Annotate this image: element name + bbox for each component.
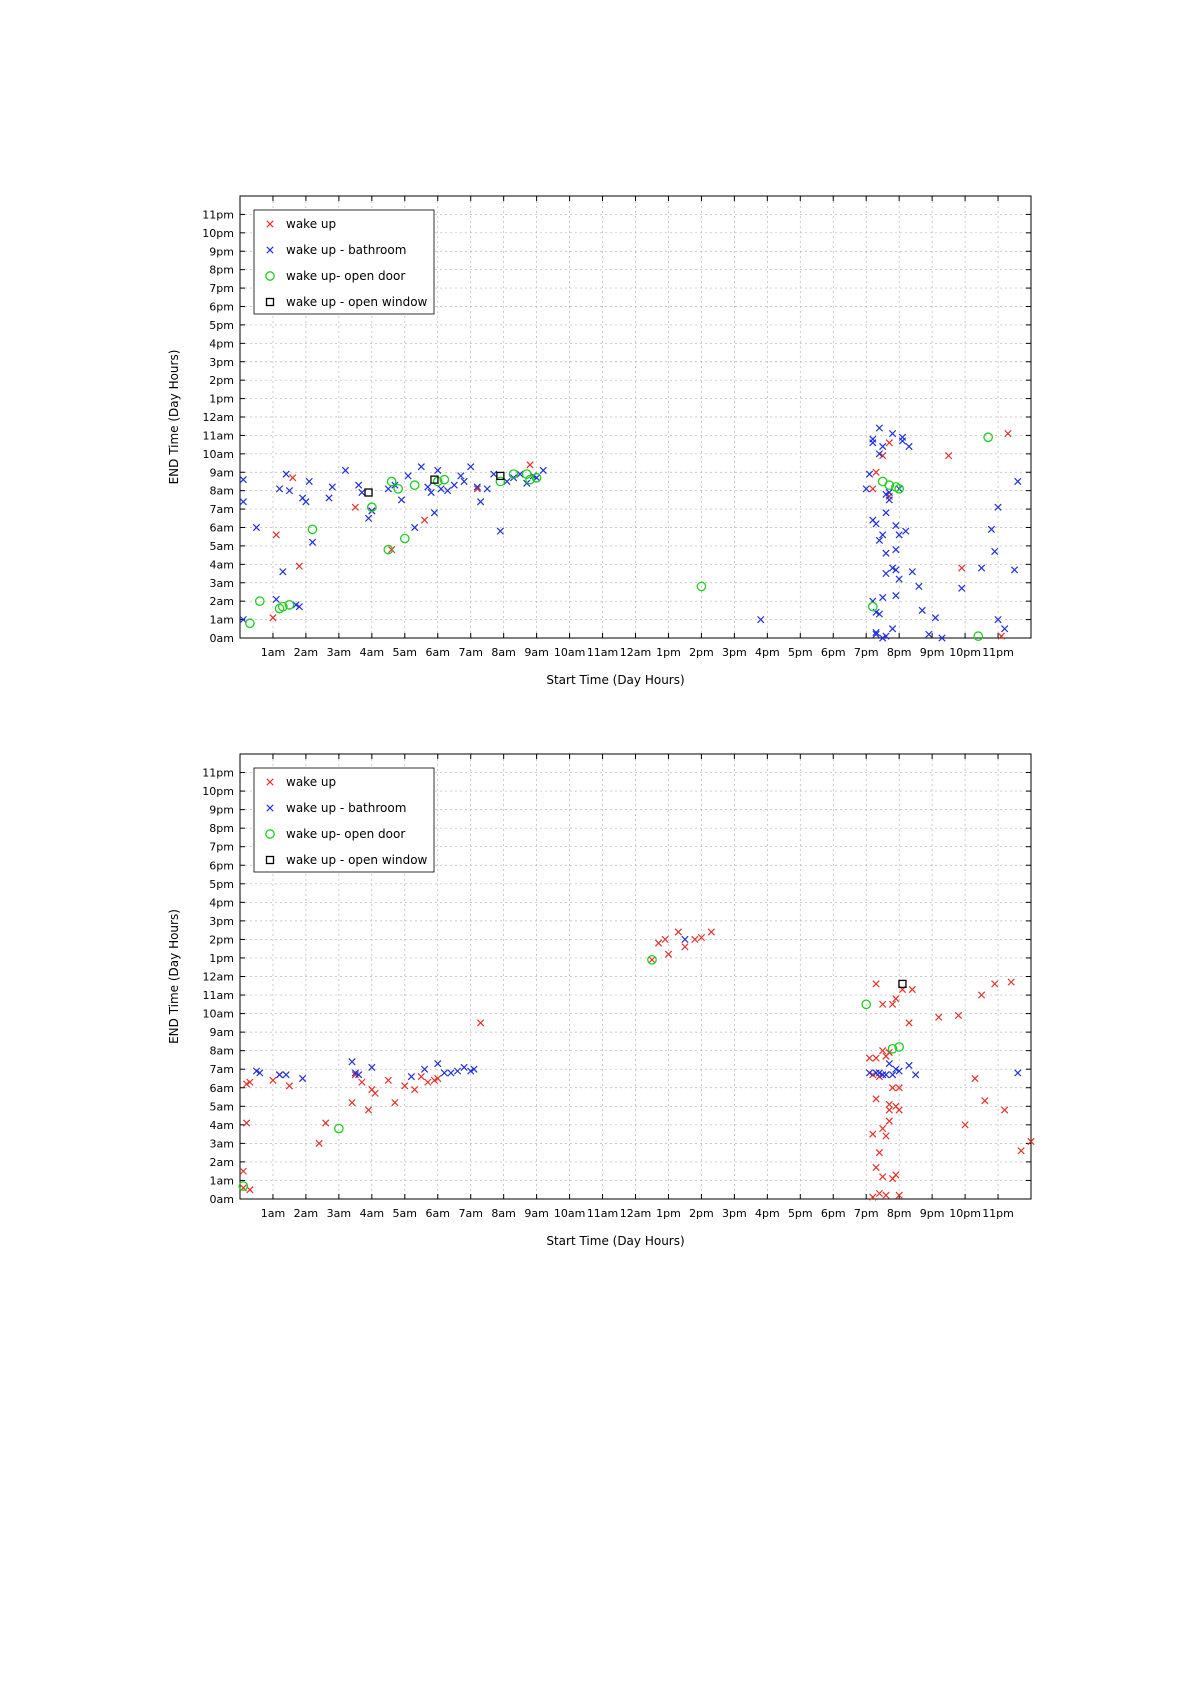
data-point (903, 528, 909, 534)
data-point (1018, 1148, 1024, 1154)
data-point (385, 486, 391, 492)
data-point (889, 430, 895, 436)
x-tick-label: 9pm (919, 1207, 945, 1220)
data-point (899, 438, 905, 444)
data-point (649, 957, 655, 963)
data-point (468, 464, 474, 470)
data-point (916, 583, 922, 589)
data-point (458, 473, 464, 479)
data-point (270, 1077, 276, 1083)
data-point (955, 1012, 961, 1018)
data-point (866, 471, 872, 477)
y-tick-label: 11pm (202, 208, 234, 222)
data-point (402, 1083, 408, 1089)
y-tick-label: 5pm (209, 877, 234, 891)
data-point (418, 464, 424, 470)
data-point (889, 1001, 895, 1007)
data-point (398, 497, 404, 503)
y-tick-label: 8am (209, 1044, 234, 1058)
x-tick-label: 5pm (787, 646, 813, 659)
data-point (240, 1168, 246, 1174)
data-point (886, 1060, 892, 1066)
data-point (342, 467, 348, 473)
data-point (411, 1086, 417, 1092)
y-tick-label: 4am (209, 558, 234, 572)
y-tick-label: 3am (209, 576, 234, 590)
x-tick-label: 4pm (754, 646, 780, 659)
x-tick-label: 8am (491, 646, 516, 659)
y-tick-label: 0am (209, 632, 234, 645)
data-point (326, 495, 332, 501)
y-tick-label: 9am (209, 466, 234, 480)
data-point (893, 1172, 899, 1178)
y-tick-label: 7am (209, 503, 234, 517)
x-axis-title: Start Time (Day Hours) (546, 673, 685, 687)
x-tick-label: 2pm (689, 646, 714, 659)
y-tick-label: 9pm (209, 803, 234, 817)
data-point (290, 475, 296, 481)
y-tick-label: 10pm (202, 226, 234, 240)
data-point (286, 1083, 292, 1089)
data-point (982, 1098, 988, 1104)
y-tick-label: 7pm (209, 840, 234, 854)
data-point (421, 517, 427, 523)
data-point (959, 585, 965, 591)
data-point (870, 436, 876, 442)
data-point (410, 481, 418, 489)
data-point (906, 1062, 912, 1068)
data-point (246, 619, 254, 627)
data-point (682, 944, 688, 950)
data-point (883, 1133, 889, 1139)
x-tick-label: 2pm (689, 1207, 714, 1220)
data-point (873, 1055, 879, 1061)
data-point (1011, 567, 1017, 573)
legend-label-3: wake up- open door (286, 269, 406, 283)
data-point (296, 563, 302, 569)
data-point (477, 499, 483, 505)
y-tick-label: 4pm (209, 337, 234, 351)
data-point (276, 1072, 282, 1078)
x-tick-label: 3am (326, 646, 352, 659)
data-point (682, 936, 688, 942)
data-point (883, 1072, 889, 1078)
y-tick-label: 1pm (209, 392, 234, 406)
data-point (1001, 626, 1007, 632)
data-point (883, 550, 889, 556)
x-tick-label: 2am (293, 1207, 319, 1220)
data-point (995, 504, 1001, 510)
data-point (906, 443, 912, 449)
data-point (425, 484, 431, 490)
data-point (497, 528, 503, 534)
data-point (886, 440, 892, 446)
data-point (408, 1073, 414, 1079)
y-tick-label: 10am (202, 447, 234, 461)
data-point (418, 1073, 424, 1079)
y-tick-label: 3am (209, 1137, 234, 1151)
x-tick-label: 6am (425, 646, 450, 659)
data-point (879, 532, 885, 538)
data-point (879, 1125, 885, 1131)
data-point (1001, 1107, 1007, 1113)
x-tick-label: 6pm (820, 646, 846, 659)
data-point (883, 570, 889, 576)
legend-label-1: wake up (286, 217, 337, 231)
data-point (886, 1107, 892, 1113)
x-tick-label: 4am (359, 646, 385, 659)
data-point (675, 929, 681, 935)
x-tick-label: 5am (392, 1207, 418, 1220)
data-point (451, 482, 457, 488)
y-tick-label: 11pm (202, 766, 234, 780)
data-point (945, 452, 951, 458)
data-point (306, 478, 312, 484)
data-point (906, 1020, 912, 1026)
x-tick-label: 10am (553, 1207, 586, 1220)
data-point (959, 565, 965, 571)
y-tick-label: 7am (209, 1063, 234, 1077)
data-point (932, 615, 938, 621)
y-tick-label: 6am (209, 1081, 234, 1095)
data-point (299, 1075, 305, 1081)
x-tick-label: 11pm (982, 1207, 1014, 1220)
data-point (359, 1079, 365, 1085)
legend-label-3: wake up- open door (286, 827, 406, 841)
data-point (886, 1118, 892, 1124)
y-tick-label: 10pm (202, 785, 234, 799)
data-point (879, 594, 885, 600)
y-tick-label: 12am (202, 411, 234, 424)
data-point (394, 485, 402, 493)
legend-label-4: wake up - open window (286, 295, 428, 309)
data-point (879, 1174, 885, 1180)
x-tick-label: 10pm (949, 1207, 981, 1220)
y-tick-label: 3pm (209, 355, 234, 369)
x-tick-label: 8pm (886, 1207, 912, 1220)
y-tick-label: 8pm (209, 263, 234, 277)
y-tick-label: 1pm (209, 951, 234, 965)
data-point (876, 1190, 882, 1196)
y-tick-label: 2am (209, 595, 234, 609)
data-point (893, 592, 899, 598)
data-point (870, 486, 876, 492)
x-tick-label: 7am (458, 1207, 483, 1220)
data-point (883, 1192, 889, 1198)
data-point (349, 1099, 355, 1105)
data-point (461, 1064, 467, 1070)
data-point (270, 615, 276, 621)
data-point (988, 526, 994, 532)
data-point (355, 482, 361, 488)
x-tick-label: 7pm (853, 646, 879, 659)
y-tick-label: 4am (209, 1118, 234, 1132)
data-point (692, 936, 698, 942)
data-point (273, 596, 279, 602)
data-point (912, 1072, 918, 1078)
y-tick-label: 1am (209, 613, 234, 627)
data-point (1015, 1070, 1021, 1076)
data-point (873, 1096, 879, 1102)
y-tick-label: 5am (209, 539, 234, 553)
x-tick-label: 8pm (886, 646, 912, 659)
x-tick-label: 5am (392, 646, 418, 659)
x-tick-label: 4am (359, 1207, 385, 1220)
data-point (372, 1090, 378, 1096)
x-tick-label: 10pm (949, 646, 981, 659)
data-point (873, 1164, 879, 1170)
data-point (992, 548, 998, 554)
data-point (873, 469, 879, 475)
data-point (876, 537, 882, 543)
x-tick-label: 1am (260, 1207, 286, 1220)
y-tick-label: 6pm (209, 859, 234, 873)
x-tick-label: 2am (293, 646, 319, 659)
legend-label-2: wake up - bathroom (286, 801, 407, 815)
data-point (283, 471, 289, 477)
data-point (886, 497, 892, 503)
y-axis-title: END Time (Day Hours) (167, 349, 181, 485)
y-tick-label: 5am (209, 1100, 234, 1114)
data-point (352, 504, 358, 510)
x-tick-label: 8am (491, 1207, 516, 1220)
y-tick-label: 6am (209, 521, 234, 535)
data-point (893, 522, 899, 528)
y-tick-label: 2pm (209, 933, 234, 947)
data-point (1005, 430, 1011, 436)
data-point (240, 476, 246, 482)
data-point (461, 478, 467, 484)
x-tick-label: 10am (553, 646, 586, 659)
chart-1 (167, 196, 1031, 687)
data-point (870, 1131, 876, 1137)
data-point (936, 1014, 942, 1020)
y-tick-label: 4pm (209, 896, 234, 910)
data-point (484, 486, 490, 492)
data-point (365, 515, 371, 521)
data-point (873, 981, 879, 987)
legend-label-1: wake up (286, 775, 337, 789)
data-point (385, 1077, 391, 1083)
data-point (919, 607, 925, 613)
y-tick-label: 1am (209, 1174, 234, 1188)
data-point (879, 1001, 885, 1007)
y-tick-label: 8pm (209, 822, 234, 836)
data-point (665, 951, 671, 957)
data-point (758, 616, 764, 622)
x-tick-label: 3pm (722, 646, 747, 659)
data-point (240, 499, 246, 505)
data-point (303, 499, 309, 505)
legend (254, 210, 434, 314)
data-point (431, 510, 437, 516)
data-point (454, 1068, 460, 1074)
data-point (879, 443, 885, 449)
y-tick-label: 0am (209, 1193, 234, 1206)
data-point (883, 510, 889, 516)
data-point (392, 1099, 398, 1105)
y-axis-title: END Time (Day Hours) (167, 909, 181, 1044)
data-point (477, 1020, 483, 1026)
data-point (972, 1075, 978, 1081)
y-tick-label: 11am (202, 989, 234, 1003)
data-point (243, 1120, 249, 1126)
data-point (896, 1107, 902, 1113)
y-tick-label: 2pm (209, 374, 234, 388)
y-tick-label: 10am (202, 1007, 234, 1021)
x-tick-label: 9pm (919, 646, 945, 659)
x-tick-label: 1pm (656, 1207, 681, 1220)
data-point (438, 486, 444, 492)
y-tick-label: 9pm (209, 245, 234, 259)
data-point (491, 471, 497, 477)
data-point (253, 524, 259, 530)
data-point (283, 1072, 289, 1078)
data-point (662, 936, 668, 942)
x-tick-label: 11am (586, 1207, 619, 1220)
y-tick-label: 11am (202, 429, 234, 443)
series-wake-up-bathroom (240, 425, 1021, 641)
data-point (1015, 478, 1021, 484)
data-point (876, 425, 882, 431)
x-tick-label: 11pm (982, 646, 1014, 659)
data-point (870, 517, 876, 523)
x-tick-label: 3pm (722, 1207, 747, 1220)
data-point (359, 489, 365, 495)
legend-label-4: wake up - open window (286, 853, 428, 867)
x-tick-label: 5pm (787, 1207, 813, 1220)
x-tick-label: 12am (619, 1207, 652, 1220)
x-tick-label: 1am (260, 646, 286, 659)
y-tick-label: 12am (202, 970, 234, 984)
x-tick-label: 6pm (820, 1207, 846, 1220)
data-point (365, 489, 372, 496)
data-point (655, 940, 661, 946)
data-point (1008, 979, 1014, 985)
data-point (425, 1079, 431, 1085)
legend-label-2: wake up - bathroom (286, 243, 407, 257)
data-point (992, 981, 998, 987)
data-point (322, 1120, 328, 1126)
data-point (889, 626, 895, 632)
x-tick-label: 7pm (853, 1207, 879, 1220)
data-point (280, 569, 286, 575)
data-point (708, 929, 714, 935)
y-tick-label: 5pm (209, 318, 234, 332)
data-point (540, 467, 546, 473)
x-tick-label: 3am (326, 1207, 352, 1220)
x-axis-title: Start Time (Day Hours) (546, 1234, 685, 1248)
data-point (893, 996, 899, 1002)
data-point (308, 525, 316, 533)
y-tick-label: 2am (209, 1155, 234, 1169)
data-point (909, 569, 915, 575)
x-tick-label: 4pm (754, 1207, 780, 1220)
chart-2 (167, 754, 1034, 1248)
data-point (909, 986, 915, 992)
data-point (984, 433, 992, 441)
data-point (441, 1070, 447, 1076)
data-point (273, 532, 279, 538)
y-tick-label: 9am (209, 1026, 234, 1040)
x-tick-label: 1pm (656, 646, 681, 659)
y-tick-label: 8am (209, 484, 234, 498)
series-wake-up (240, 929, 1034, 1201)
x-tick-label: 9am (524, 646, 549, 659)
data-point (349, 1059, 355, 1065)
data-point (527, 462, 533, 468)
data-point (978, 992, 984, 998)
data-point (405, 473, 411, 479)
data-point (329, 484, 335, 490)
data-point (926, 631, 932, 637)
x-tick-label: 11am (586, 646, 619, 659)
data-point (276, 486, 282, 492)
data-point (428, 489, 434, 495)
data-point (876, 1149, 882, 1155)
data-point (365, 1107, 371, 1113)
data-point (866, 1055, 872, 1061)
x-tick-label: 7am (458, 646, 483, 659)
data-point (886, 1101, 892, 1107)
data-point (889, 1072, 895, 1078)
legend (254, 768, 434, 872)
y-tick-label: 3pm (209, 914, 234, 928)
data-point (893, 546, 899, 552)
data-point (962, 1122, 968, 1128)
y-tick-label: 7pm (209, 282, 234, 296)
y-tick-label: 6pm (209, 300, 234, 314)
x-tick-label: 6am (425, 1207, 450, 1220)
data-point (448, 1070, 454, 1076)
data-point (978, 565, 984, 571)
x-tick-label: 12am (619, 646, 652, 659)
data-point (974, 632, 982, 640)
data-point (387, 477, 395, 485)
data-point (309, 539, 315, 545)
x-tick-label: 9am (524, 1207, 549, 1220)
